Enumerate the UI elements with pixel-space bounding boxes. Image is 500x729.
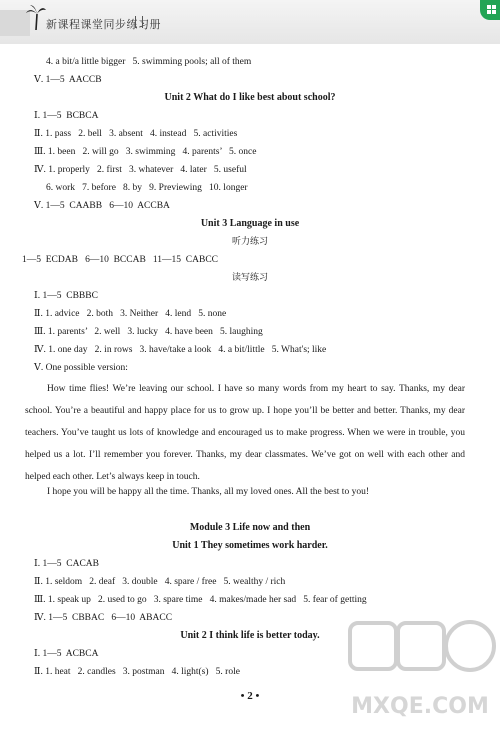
- answer-line: Ⅰ. 1—5 BCBCA: [34, 111, 99, 121]
- answer-line: Ⅲ. 1. been 2. will go 3. swimming 4. parents’ 5. once: [34, 147, 257, 157]
- answer-line: Ⅱ. 1. advice 2. both 3. Neither 4. lend 5. none: [34, 309, 227, 319]
- answer-line: Ⅴ. One possible version:: [34, 363, 128, 373]
- svg-text:MXQE.COM: MXQE.COM: [351, 694, 489, 719]
- answer-line: Ⅱ. 1. heat 2. candles 3. postman 4. light(s) 5. role: [34, 667, 240, 677]
- section-subheading: 读写练习: [231, 273, 268, 283]
- answer-line: Ⅰ. 1—5 CACAB: [34, 559, 99, 569]
- unit-heading: Unit 2 I think life is better today.: [180, 630, 320, 641]
- section-subheading: 听力练习: [231, 237, 268, 247]
- page-number: • 2 •: [240, 690, 260, 702]
- answer-line: 6. work 7. before 8. by 9. Previewing 10. longer: [46, 183, 248, 193]
- answer-line: Ⅱ. 1. pass 2. bell 3. absent 4. instead 5. activities: [34, 129, 238, 139]
- unit-heading: Unit 3 Language in use: [200, 218, 300, 229]
- corner-grid-icon: [480, 0, 500, 20]
- module-heading: Module 3 Life now and then: [189, 522, 311, 533]
- answer-line: Ⅲ. 1. speak up 2. used to go 3. spare time 4. makes/made her sad 5. fear of getting: [34, 595, 367, 605]
- answer-line: Ⅴ. 1—5 AACCB: [34, 75, 102, 85]
- essay-paragraph: How time flies! We’re leaving our school. I have so many words from my heart to say. Thanks, my dear school. You’re a beautiful and happy place for us to grow up. I hope you’ll be better and better. Thanks, my dear teachers. You’ve taught us lots of knowledge and encouraged us to make progress. When we were in trouble, you helped us a lot. I’ll remember you forever. Thanks, my dear classmates. We’ve got on well with each other and helped each other. Let’s always keep in touch.: [25, 384, 465, 482]
- essay-paragraph: I hope you will be happy all the time. Thanks, all my loved ones. All the best to you!: [47, 487, 369, 497]
- palm-tree-icon: [26, 4, 46, 30]
- unit-heading: Unit 2 What do I like best about school?: [164, 92, 336, 103]
- answer-line: Ⅳ. 1—5 CBBAC 6—10 ABACC: [34, 613, 173, 623]
- answer-line: Ⅳ. 1. properly 2. first 3. whatever 4. later 5. useful: [34, 165, 247, 175]
- answer-line: 4. a bit/a little bigger 5. swimming pools; all of them: [46, 57, 252, 67]
- answer-line: 1—5 ECDAB 6—10 BCCAB 11—15 CABCC: [22, 255, 219, 265]
- answer-line: Ⅱ. 1. seldom 2. deaf 3. double 4. spare / free 5. wealthy / rich: [34, 577, 286, 587]
- watermark-logo: [340, 615, 500, 725]
- answer-line: Ⅰ. 1—5 CBBBC: [34, 291, 98, 301]
- answer-line: Ⅰ. 1—5 ACBCA: [34, 649, 99, 659]
- answer-line: Ⅳ. 1. one day 2. in rows 3. have/take a look 4. a bit/little 5. What's; like: [34, 345, 327, 355]
- series-title: 新课程课堂同步练习册: [46, 18, 161, 31]
- answer-line: Ⅴ. 1—5 CAABB 6—10 ACCBA: [34, 201, 170, 211]
- title-bars-icon: [135, 16, 143, 28]
- unit-heading: Unit 1 They sometimes work harder.: [172, 540, 328, 551]
- answer-line: Ⅲ. 1. parents’ 2. well 3. lucky 4. have been 5. laughing: [34, 327, 263, 337]
